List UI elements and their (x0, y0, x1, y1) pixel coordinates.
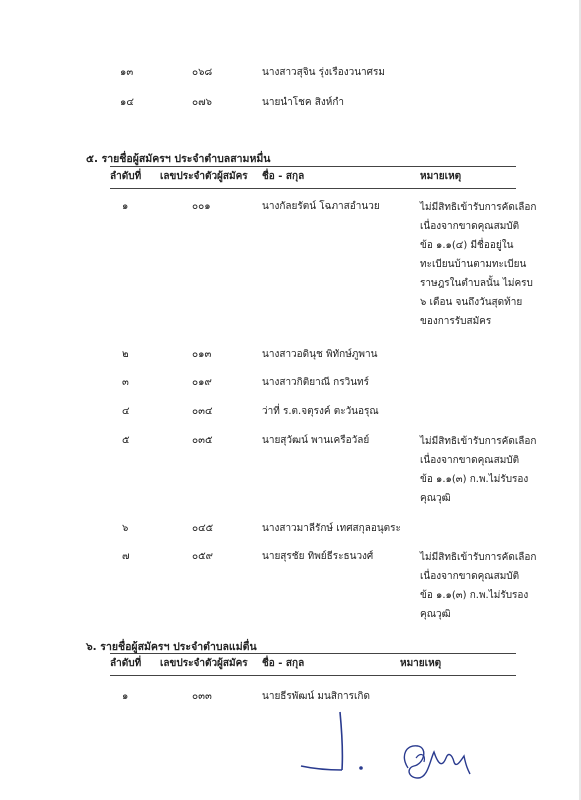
row-no: ๒ (122, 349, 129, 360)
row-code: ๐๐๑ (192, 201, 211, 212)
row-remark: ไม่มีสิทธิเข้ารับการคัดเลือก เนื่องจากขาดคุณสมบัติ ข้อ ๑.๑(๓) ก.พ.ไม่รับรอง คุณวุฒิ (420, 552, 537, 620)
row-code: ๐๑๓ (192, 349, 212, 360)
row-no: ๑ (122, 201, 129, 212)
row-no: ๑๓ (120, 67, 134, 78)
row-name: นางสาวสุจิน รุ่งเรืองวนาศรม (262, 67, 385, 78)
header-name: ชื่อ - สกุล (262, 658, 305, 669)
row-code: ๐๑๙ (192, 377, 212, 388)
header-rule-top (110, 653, 516, 654)
section-title: ๕. รายชื่อผู้สมัครฯ ประจำตำบลสามหมื่น (86, 153, 271, 165)
header-rule-bottom (110, 675, 516, 676)
row-no: ๗ (122, 551, 130, 562)
row-code: ๐๓๓ (192, 691, 212, 702)
row-name: นางสาวมาลีรักษ์ เทศสกุลอนุตระ (262, 523, 401, 534)
row-name: นางสาวกิติยาณี กรวินทร์ (262, 377, 369, 388)
header-rule-bottom (110, 188, 516, 189)
row-code: ๐๗๖ (192, 97, 212, 108)
header-remark: หมายเหตุ (420, 171, 462, 182)
row-no: ๕ (122, 435, 130, 446)
header-code: เลขประจำตัวผู้สมัคร (160, 171, 248, 182)
header-rule-top (110, 166, 516, 167)
row-no: ๑๔ (120, 97, 134, 108)
signature-right-icon (398, 738, 473, 790)
row-remark: ไม่มีสิทธิเข้ารับการคัดเลือก เนื่องจากขาดคุณสมบัติ ข้อ ๑.๑(๔) มีชื่ออยู่ใน ทะเบียนบ้านตามทะเบียน ราษฎรในตำบลนั้น ไม่ครบ ๖ เดือน จนถึงวันสุดท้าย ของการรับสมัคร (420, 202, 537, 327)
row-remark: ไม่มีสิทธิเข้ารับการคัดเลือก เนื่องจากขาดคุณสมบัติ ข้อ ๑.๑(๓) ก.พ.ไม่รับรอง คุณวุฒิ (420, 436, 537, 504)
header-no: ลำดับที่ (110, 171, 142, 182)
row-name: นายสุรชัย ทิพย์ธีระธนวงศ์ (262, 551, 374, 562)
row-code: ๐๖๘ (192, 67, 213, 78)
row-code: ๐๔๕ (192, 523, 214, 534)
row-name: นางสาวอดินุช พิทักษ์ภูพาน (262, 349, 378, 360)
row-name: นายสุวัฒน์ พานเครือวัลย์ (262, 435, 370, 446)
row-name: นายนำโชค สิงห์กำ (262, 97, 345, 108)
signature-left-icon (295, 708, 375, 778)
header-remark: หมายเหตุ (400, 658, 442, 669)
row-code: ๐๓๔ (192, 406, 213, 417)
row-no: ๑ (122, 691, 129, 702)
row-code: ๐๕๙ (192, 551, 213, 562)
row-name: นางกัลยรัตน์ โฉภาสอำนวย (262, 201, 380, 212)
row-code: ๐๓๕ (192, 435, 213, 446)
row-name: ว่าที่ ร.ต.จตุรงค์ ตะวันอรุณ (262, 406, 379, 417)
row-name: นายธีรพัฒน์ มนสิการเกิด (262, 691, 370, 702)
row-no: ๖ (122, 523, 129, 534)
header-code: เลขประจำตัวผู้สมัคร (160, 658, 248, 669)
section-title: ๖. รายชื่อผู้สมัครฯ ประจำตำบลแม่ตื่น (86, 641, 257, 653)
row-no: ๓ (122, 377, 129, 388)
row-no: ๔ (122, 406, 130, 417)
header-name: ชื่อ - สกุล (262, 171, 305, 182)
header-no: ลำดับที่ (110, 658, 142, 669)
